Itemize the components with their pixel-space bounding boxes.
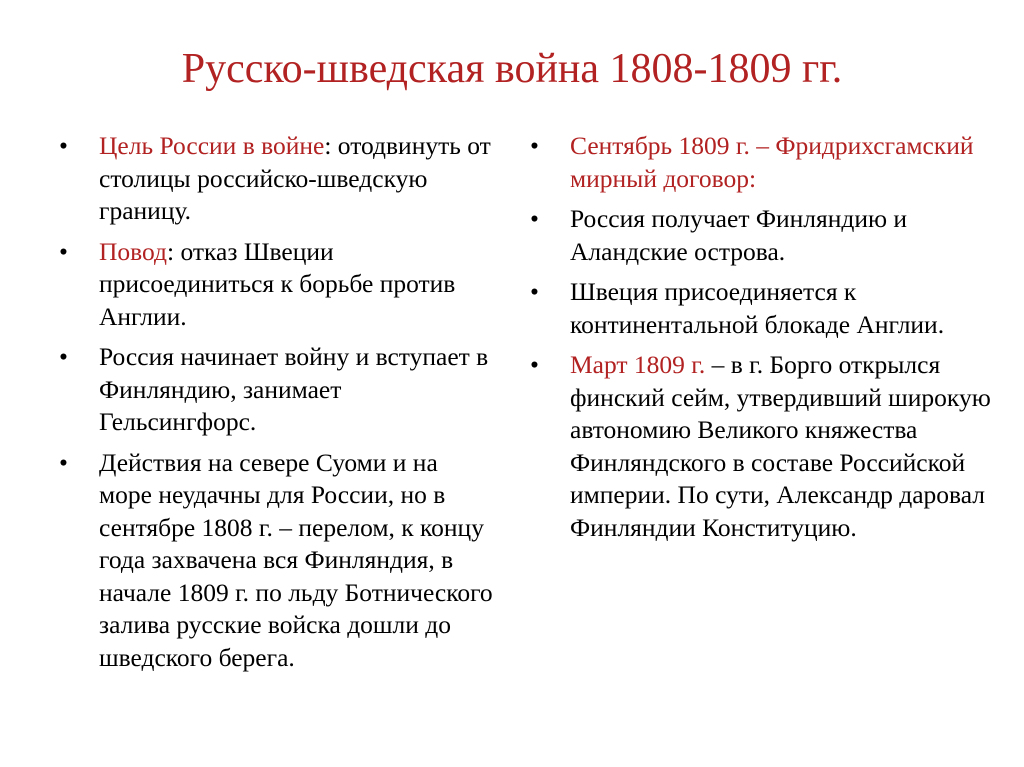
bullet-icon: • <box>530 277 539 306</box>
list-item <box>56 236 496 334</box>
item-text: Действия на севере Суоми и на море неудачны для России, но в сентябре 1808 г. – перелом, к концу года захвачена вся Финляндия, в начале 1809 г. по льду Ботнического залива русские войска дошли до шведского берега. <box>99 447 493 672</box>
list-item <box>527 276 997 341</box>
bullet-icon: • <box>530 204 539 233</box>
item-text: : отодвинуть от столицы российско-шведскую границу. <box>99 131 491 225</box>
bullet-icon: • <box>530 350 539 379</box>
list-item <box>56 130 496 228</box>
item-highlight: Сентябрь 1809 г. – Фридрихсгамский мирный договор <box>570 131 974 193</box>
list-item <box>527 130 997 195</box>
item-highlight: Март 1809 г. <box>570 350 706 379</box>
item-text: Россия начинает войну и вступает в Финляндию, занимает Гельсингфорс. <box>99 342 489 436</box>
item-highlight: Повод <box>99 236 168 266</box>
item-text: : <box>749 163 757 193</box>
bullet-icon: • <box>59 342 68 371</box>
list-item <box>56 447 496 675</box>
left-column <box>56 130 496 682</box>
bullet-icon: • <box>59 131 68 160</box>
item-highlight: Цель России в войне <box>99 131 325 160</box>
item-text: Россия получает Финляндию и Аландские острова. <box>570 204 908 266</box>
item-text: – в г. Борго открылся финский сейм, утвердивший широкую автономию Великого княжества Финляндского в составе Российской империи. По сути, Александр даровал Финляндии Конституцию. <box>570 350 991 542</box>
list-item <box>527 349 997 544</box>
item-text: : отказ Швеции присоединиться к борьбе против Англии. <box>99 236 456 331</box>
bullet-icon: • <box>59 447 68 477</box>
list-item <box>527 203 997 268</box>
bullet-icon: • <box>530 131 539 160</box>
bullet-icon: • <box>59 236 68 266</box>
slide-title: Русско-шведская война 1808-1809 гг. <box>181 46 843 92</box>
list-item <box>56 341 496 439</box>
item-text: Швеция присоединяется к континентальной блокаде Англии. <box>570 277 945 339</box>
right-column <box>527 130 997 552</box>
